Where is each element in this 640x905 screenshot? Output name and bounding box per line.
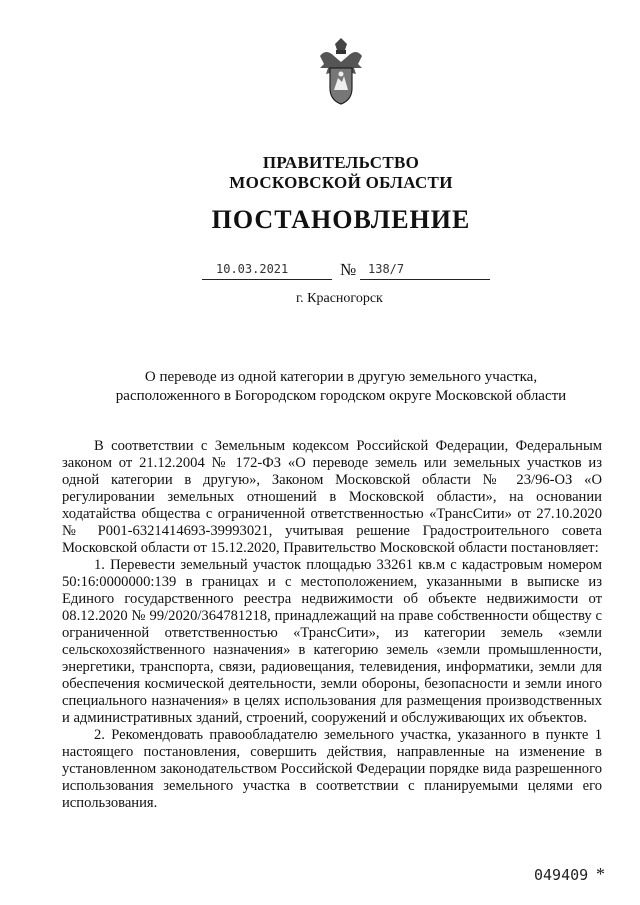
city-location: г. Красногорск	[296, 291, 383, 306]
star-mark: *	[596, 864, 605, 884]
government-title-line1: ПРАВИТЕЛЬСТВО	[262, 153, 420, 172]
document-body	[62, 438, 602, 812]
subject-line1: О переводе из одной категории в другую земельного участка,	[144, 369, 538, 385]
government-title-line2: МОСКОВСКОЙ ОБЛАСТИ	[229, 173, 453, 192]
clause-2-paragraph: 2. Рекомендовать правообладателю земельного участка, указанного в пункте 1 настоящего постановления, совершить действия, направленные на изменение в установленном законодательством Российской Федерации порядке вида разрешенного использования земельного участка в соответствии с планируемыми целями его использования.	[62, 727, 602, 811]
document-number: 138/7	[360, 262, 490, 280]
coat-of-arms-emblem	[318, 38, 364, 108]
document-subject	[0, 368, 640, 406]
preamble-paragraph: В соответствии с Земельным кодексом Российской Федерации, Федеральным законом от 21.12.2004 № 172-ФЗ «О переводе земель или земельных участков из одной категории в другую», Законом Московской области № 23/96-ОЗ «О регулировании земельных отношений в Московской области», на основании ходатайства общества с ограниченной ответственностью «ТрансСити» от 27.10.2020 № Р001-6321414693-39993021, учитывая решение Градостроительного совета Московской области от 15.12.2020, Правительство Московской области постановляет:	[62, 438, 602, 556]
subject-line2: расположенного в Богородском городском округе Московской области	[115, 388, 567, 404]
document-date: 10.03.2021	[202, 262, 332, 280]
document-type-heading: ПОСТАНОВЛЕНИЕ	[211, 205, 471, 234]
number-sign: №	[340, 260, 357, 279]
clause-1-paragraph: 1. Перевести земельный участок площадью 33261 кв.м с кадастровым номером 50:16:0000000:139 в границах и с местоположением, указанными в выписке из Единого государственного реестра недвижимости об объекте недвижимости от 08.12.2020 № 99/2020/364781218, принадлежащий на праве собственности обществу с ограниченной ответственностью «ТрансСити», из категории земель «земли сельскохозяйственного назначения» в категорию земель «земли промышленности, энергетики, транспорта, связи, радиовещания, телевидения, информатики, земли для обеспечения космической деятельности, земли обороны, безопасности и земли иного специального назначения» в целях использования для размещения производственных и административных зданий, строений, сооружений и обслуживающих их объектов.	[62, 557, 602, 726]
form-serial-number: 049409	[534, 866, 589, 884]
